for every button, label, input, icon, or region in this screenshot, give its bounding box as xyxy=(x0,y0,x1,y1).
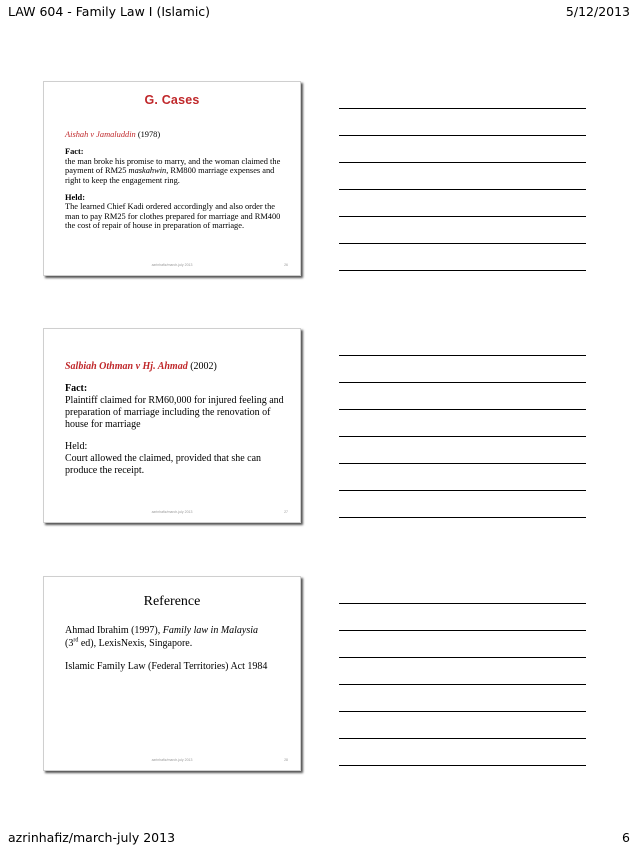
fact-section xyxy=(65,383,288,431)
note-line xyxy=(339,711,586,712)
note-line xyxy=(339,603,586,604)
reference-item: Islamic Family Law (Federal Territories) Act 1984 xyxy=(65,661,268,672)
slide-27 xyxy=(43,328,301,523)
note-line xyxy=(339,216,586,217)
note-line xyxy=(339,630,586,631)
reference-item xyxy=(65,625,288,650)
note-line xyxy=(339,270,586,271)
slide-number: 27 xyxy=(284,510,288,514)
slide-number: 26 xyxy=(284,263,288,267)
note-line xyxy=(339,355,586,356)
note-line xyxy=(339,189,586,190)
slide-title: G. Cases xyxy=(144,93,200,107)
slide-26 xyxy=(43,81,301,276)
document-header-date: 5/12/2013 xyxy=(565,4,630,19)
case-name: Aishah v Jamaluddin xyxy=(65,130,136,139)
fact-text-end: , RM800 marriage expenses and right to keep the engagement ring. xyxy=(65,166,275,185)
document-page-number: 6 xyxy=(622,830,630,845)
held-section xyxy=(65,193,288,231)
held-text: The learned Chief Kadi ordered accordingly and also order the man to pay RM25 for clothes prepared for marriage and RM400 the cost of repair of house in preparation of marriage. xyxy=(65,202,281,231)
case-citation xyxy=(65,361,288,373)
fact-label: Fact: xyxy=(65,383,88,394)
note-line xyxy=(339,243,586,244)
note-line xyxy=(339,108,586,109)
note-line xyxy=(339,684,586,685)
slide-footer: azrinhafiz/march-july 2013 xyxy=(151,263,193,267)
case-name: Salbiah Othman v Hj. Ahmad xyxy=(65,361,188,372)
slide-footer: azrinhafiz/march-july 2013 xyxy=(151,758,193,762)
fact-text-italic: maskahwin xyxy=(128,166,167,176)
held-label: Held: xyxy=(65,193,86,203)
case-year: (1978) xyxy=(137,130,161,139)
case-year: (2002) xyxy=(190,361,217,372)
note-line xyxy=(339,409,586,410)
slide-28 xyxy=(43,576,301,771)
note-line xyxy=(339,738,586,739)
slide-title: Reference xyxy=(143,594,201,609)
reference-book-title: Family law in Malaysia xyxy=(162,625,259,636)
slide-body xyxy=(65,625,288,685)
fact-label: Fact: xyxy=(65,147,84,157)
document-header-title: LAW 604 - Family Law I (Islamic) xyxy=(8,4,211,19)
slide-body xyxy=(65,361,288,487)
note-line xyxy=(339,517,586,518)
note-line xyxy=(339,135,586,136)
note-line xyxy=(339,765,586,766)
held-text: Court allowed the claimed, provided that she can produce the receipt. xyxy=(65,453,262,476)
slide-body xyxy=(65,130,288,239)
reference-edition-open: (3 xyxy=(65,637,74,649)
note-line xyxy=(339,162,586,163)
note-line xyxy=(339,382,586,383)
fact-text: Plaintiff claimed for RM60,000 for injured feeling and preparation of marriage including the renovation of house for marriage xyxy=(65,395,284,430)
reference-publisher: ed), LexisNexis, Singapore. xyxy=(78,637,193,649)
note-line xyxy=(339,436,586,437)
fact-section xyxy=(65,147,288,185)
held-section xyxy=(65,441,288,477)
note-line xyxy=(339,490,586,491)
held-label: Held: xyxy=(65,441,88,452)
slide-footer: azrinhafiz/march-july 2013 xyxy=(151,510,193,514)
fact-text-start: the man broke his promise to marry, and the woman claimed the payment of RM25 xyxy=(65,156,281,176)
reference-author: Ahmad Ibrahim (1997), xyxy=(65,625,163,636)
note-line xyxy=(339,657,586,658)
document-footer-author: azrinhafiz/march-july 2013 xyxy=(8,830,176,845)
slide-number: 28 xyxy=(284,758,288,762)
reference-edition-sup: rd xyxy=(73,637,79,644)
note-line xyxy=(339,463,586,464)
case-citation xyxy=(65,130,288,139)
